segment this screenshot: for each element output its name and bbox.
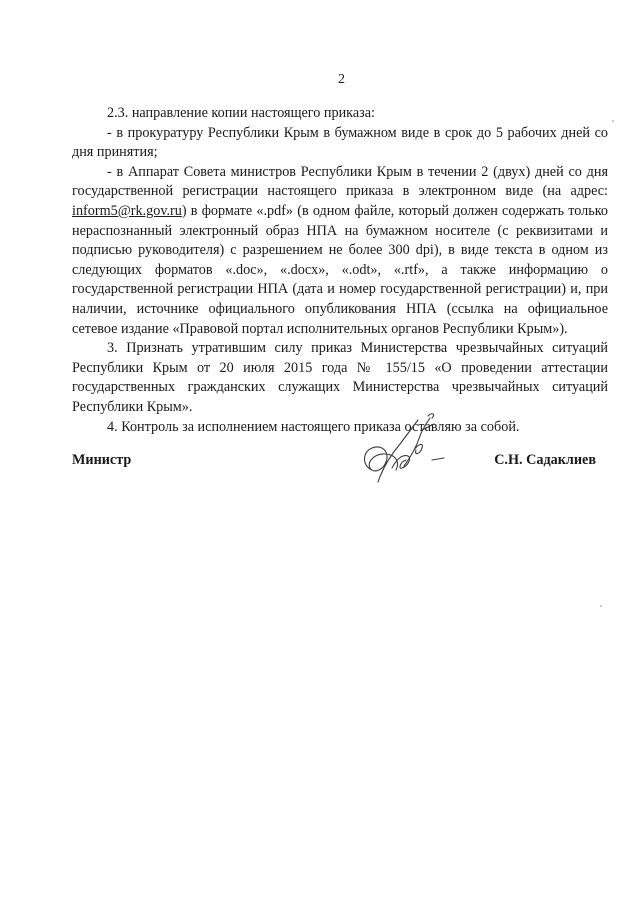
paragraph-council-copy <box>72 163 608 339</box>
paragraph-revoke-order: 3. Признать утратившим силу приказ Министерства чрезвычайных ситуаций Республики Крым от 20 июля 2015 года № 155/15 «О проведении аттестации государственных гражданских служащих Министерства чрезвычайных ситуаций Республики Крым». <box>72 340 608 415</box>
handwritten-signature <box>356 408 448 488</box>
paragraph-prosecutor-copy: - в прокуратуру Республики Крым в бумажном виде в срок до 5 рабочих дней со дня принятия; <box>72 124 608 161</box>
document-body <box>72 104 608 437</box>
scan-speck <box>600 605 602 607</box>
paragraph-council-copy-end: ) в формате «.pdf» (в одном файле, который должен содержать только нераспознанный электронный образ НПА на бумажном носителе (с реквизитами и подписью руководителя) с разрешением не более 300 dpi), в виде текста в одном из следующих форматов «.doc», «.docx», «.odt», «.rtf», а также информацию о государственной регистрации НПА (дата и номер государственной регистрации) и, при наличии, источнике официального опубликования НПА (ссылка на официальное сетевое издание «Правовой портал исполнительных органов Республики Крым»). <box>72 202 608 337</box>
paragraph-council-copy-start: - в Аппарат Совета министров Республики Крым в течении 2 (двух) дней со дня государственной регистрации настоящего приказа в электронном виде (на адрес: <box>72 163 608 200</box>
scan-speck <box>612 120 614 122</box>
signatory-name: С.Н. Садаклиев <box>494 452 596 468</box>
signature-block <box>72 452 608 474</box>
email-link[interactable]: inform5@rk.gov.ru <box>72 202 182 219</box>
page-number: 2 <box>338 72 345 87</box>
paragraph-2-3-heading: 2.3. направление копии настоящего приказа: <box>107 105 375 121</box>
signatory-title: Министр <box>72 452 132 468</box>
paragraph-control: 4. Контроль за исполнением настоящего приказа оставляю за собой. <box>107 418 520 435</box>
